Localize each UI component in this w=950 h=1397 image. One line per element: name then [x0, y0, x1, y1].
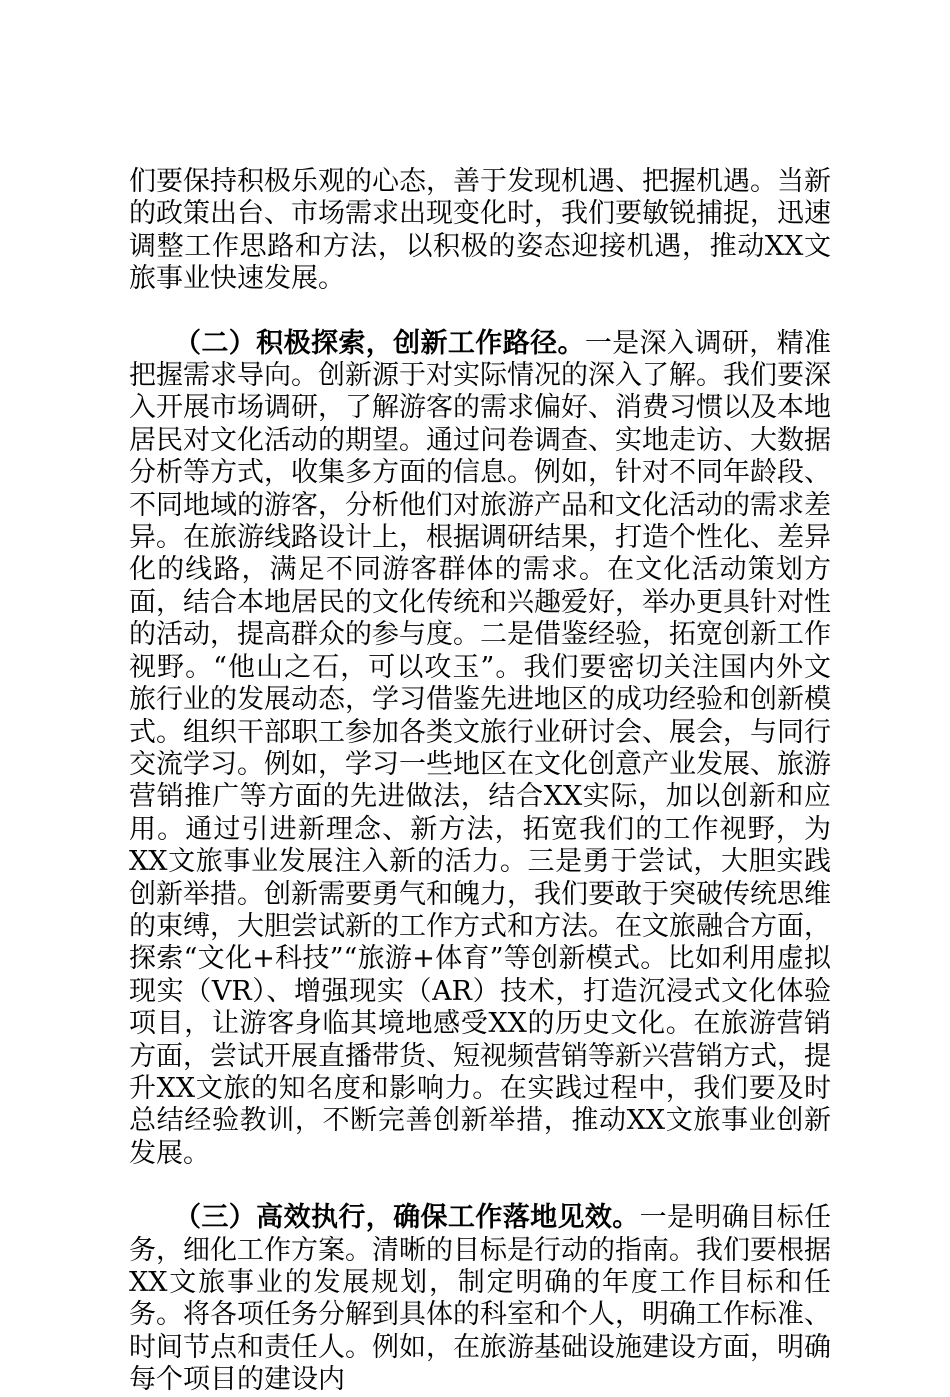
paragraph-continuation: [129, 166, 831, 296]
document-body: [129, 166, 831, 1397]
paragraph-text: 们要保持积极乐观的心态，善于发现机遇、把握机遇。当新的政策出台、市场需求出现变化时，我们要敏锐捕捉，迅速调整工作思路和方法，以积极的姿态迎接机遇，推动XX文旅事业快速发展。: [129, 166, 831, 295]
paragraph-text: 一是深入调研，精准把握需求导向。创新源于对实际情况的深入了解。我们要深入开展市场调研，了解游客的需求偏好、消费习惯以及本地居民对文化活动的期望。通过问卷调查、实地走访、大数据分析等方式，收集多方面的信息。例如，针对不同年龄段、不同地域的游客，分析他们对旅游产品和文化活动的需求差异。在旅游线路设计上，根据调研结果，打造个性化、差异化的线路，满足不同游客群体的需求。在文化活动策划方面，结合本地居民的文化传统和兴趣爱好，举办更具针对性的活动，提高群众的参与度。二是借鉴经验，拓宽创新工作视野。“他山之石，可以攻玉”。我们要密切关注国内外文旅行业的发展动态，学习借鉴先进地区的成功经验和创新模式。组织干部职工参加各类文旅行业研讨会、展会，与同行交流学习。例如，学习一些地区在文化创意产业发展、旅游营销推广等方面的先进做法，结合XX实际，加以创新和应用。通过引进新理念、新方法，拓宽我们的工作视野，为XX文旅事业发展注入新的活力。三是勇于尝试，大胆实践创新举措。创新需要勇气和魄力，我们要敢于突破传统思维的束缚，大胆尝试新的工作方式和方法。在文旅融合方面，探索“文化+科技”“旅游+体育”等创新模式。比如利用虚拟现实（VR）、增强现实（AR）技术，打造沉浸式文化体验项目，让游客身临其境地感受XX的历史文化。在旅游营销方面，尝试开展直播带货、短视频营销等新兴营销方式，提升XX文旅的知名度和影响力。在实践过程中，我们要及时总结经验教训，不断完善创新举措，推动XX文旅事业创新发展。: [129, 327, 832, 1169]
paragraph-text: 一是明确目标任务，细化工作方案。清晰的目标是行动的指南。我们要根据XX文旅事业的发展规划，制定明确的年度工作目标和任务。将各项任务分解到具体的科室和个人，明确工作标准、时间节点和责任人。例如，在旅游基础设施建设方面，明确每个项目的建设内: [129, 1202, 832, 1396]
paragraph-section-2: [129, 328, 831, 1171]
paragraph-section-3: [129, 1202, 831, 1396]
section-heading: （三）高效执行，确保工作落地见效。: [174, 1202, 640, 1234]
section-heading: （二）积极探索，创新工作路径。: [174, 327, 585, 359]
